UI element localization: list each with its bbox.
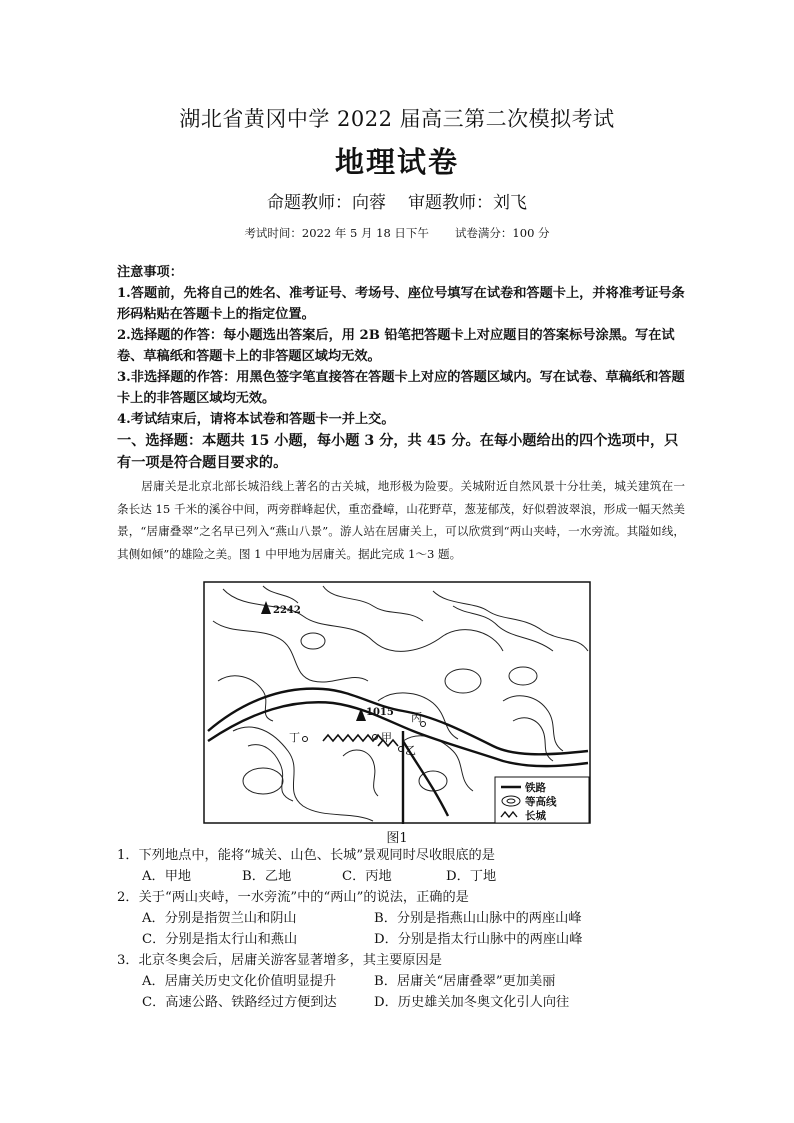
legend-great-wall: 长城 (525, 810, 546, 822)
option: B．居庸关“居庸叠翠”更加美丽 (374, 974, 556, 989)
question-3-options-row1 (142, 972, 682, 992)
notes (117, 262, 687, 430)
option: A．甲地 (142, 869, 192, 884)
question-2-options-row2 (142, 930, 682, 950)
place-bing: 丙 (411, 711, 422, 724)
note-item: 1.答题前，先将自己的姓名、准考证号、考场号、座位号填写在试卷和答题卡上，并将准考证号条形码粘贴在答题卡上的指定位置。 (117, 286, 685, 322)
question-3-options-row2 (142, 993, 682, 1013)
notes-heading: 注意事项： (117, 265, 183, 280)
option: C．丙地 (342, 869, 392, 884)
option: D．历史雄关加冬奥文化引人向往 (374, 995, 570, 1010)
school-title: 湖北省黄冈中学 2022 届高三第二次模拟考试 (179, 107, 615, 131)
legend-railway: 铁路 (525, 782, 546, 794)
passage (117, 475, 685, 565)
option: B．乙地 (242, 869, 292, 884)
question-1-options (142, 867, 682, 887)
note-item: 4.考试结束后，请将本试卷和答题卡一并上交。 (117, 412, 395, 427)
reviewer: 审题教师：刘飞 (408, 193, 527, 213)
contour-map (203, 581, 591, 824)
exam-meta (0, 225, 794, 241)
full-score: 试卷满分：100 分 (454, 226, 550, 240)
exam-time: 考试时间：2022 年 5 月 18 日下午 (244, 226, 429, 240)
option: C．分别是指太行山和燕山 (142, 932, 298, 947)
teachers-line (0, 188, 794, 213)
legend-contour: 等高线 (525, 796, 557, 808)
subject-title: 地理试卷 (334, 145, 459, 179)
peak-2242-label: 2242 (273, 605, 301, 616)
option: D．分别是指太行山脉中的两座山峰 (374, 932, 583, 947)
option: D．丁地 (446, 869, 497, 884)
map-legend (495, 777, 589, 823)
option: C．高速公路、铁路经过方便到达 (142, 995, 337, 1010)
peak-1015-label: 1015 (366, 707, 394, 718)
question-3-stem: 3．北京冬奥会后，居庸关游客显著增多，其主要原因是 (117, 953, 442, 968)
place-ding: 丁 (289, 731, 300, 744)
place-jia: 甲 (381, 731, 392, 744)
option: A．分别是指贺兰山和阴山 (142, 911, 297, 926)
section-heading: 一、选择题：本题共 15 小题，每小题 3 分，共 45 分。在每小题给出的四个选项中，只有一项是符合题目要求的。 (117, 433, 679, 471)
map-caption: 图1 (386, 831, 408, 846)
option: B．分别是指燕山山脉中的两座山峰 (374, 911, 582, 926)
note-item: 2.选择题的作答：每小题选出答案后，用 2B 铅笔把答题卡上对应题目的答案标号涂黑。写在试卷、草稿纸和答题卡上的非答题区域均无效。 (117, 328, 675, 364)
question-2-stem: 2．关于“两山夹峙，一水旁流”中的“两山”的说法，正确的是 (117, 890, 469, 905)
question-1-stem: 1．下列地点中，能将“城关、山色、长城”景观同时尽收眼底的是 (117, 848, 495, 863)
setter: 命题教师：向蓉 (267, 193, 386, 213)
note-item: 3.非选择题的作答：用黑色签字笔直接答在答题卡上对应的答题区域内。写在试卷、草稿纸和答题卡上的非答题区域均无效。 (117, 370, 685, 406)
question-2-options-row1 (142, 909, 682, 929)
option: A．居庸关历史文化价值明显提升 (142, 974, 337, 989)
place-yi: 乙 (405, 744, 416, 757)
passage-text: 居庸关是北京北部长城沿线上著名的古关城，地形极为险要。关城附近自然风景十分壮美，城关建筑在一条长达 15 千米的溪谷中间，两旁群峰起伏，重峦叠嶂，山花野草，葱茏郁茂，好似碧波翠浪，形成一幅天然美景，“居庸叠翠”之名早已列入“燕山八景”。游人站在居庸关上，可以欣赏到“两山夹峙，一水旁流。其隘如线，其侧如倾”的雄险之美。图 1 中甲地为居庸关。据此完成 1～3 题。 (117, 479, 685, 561)
